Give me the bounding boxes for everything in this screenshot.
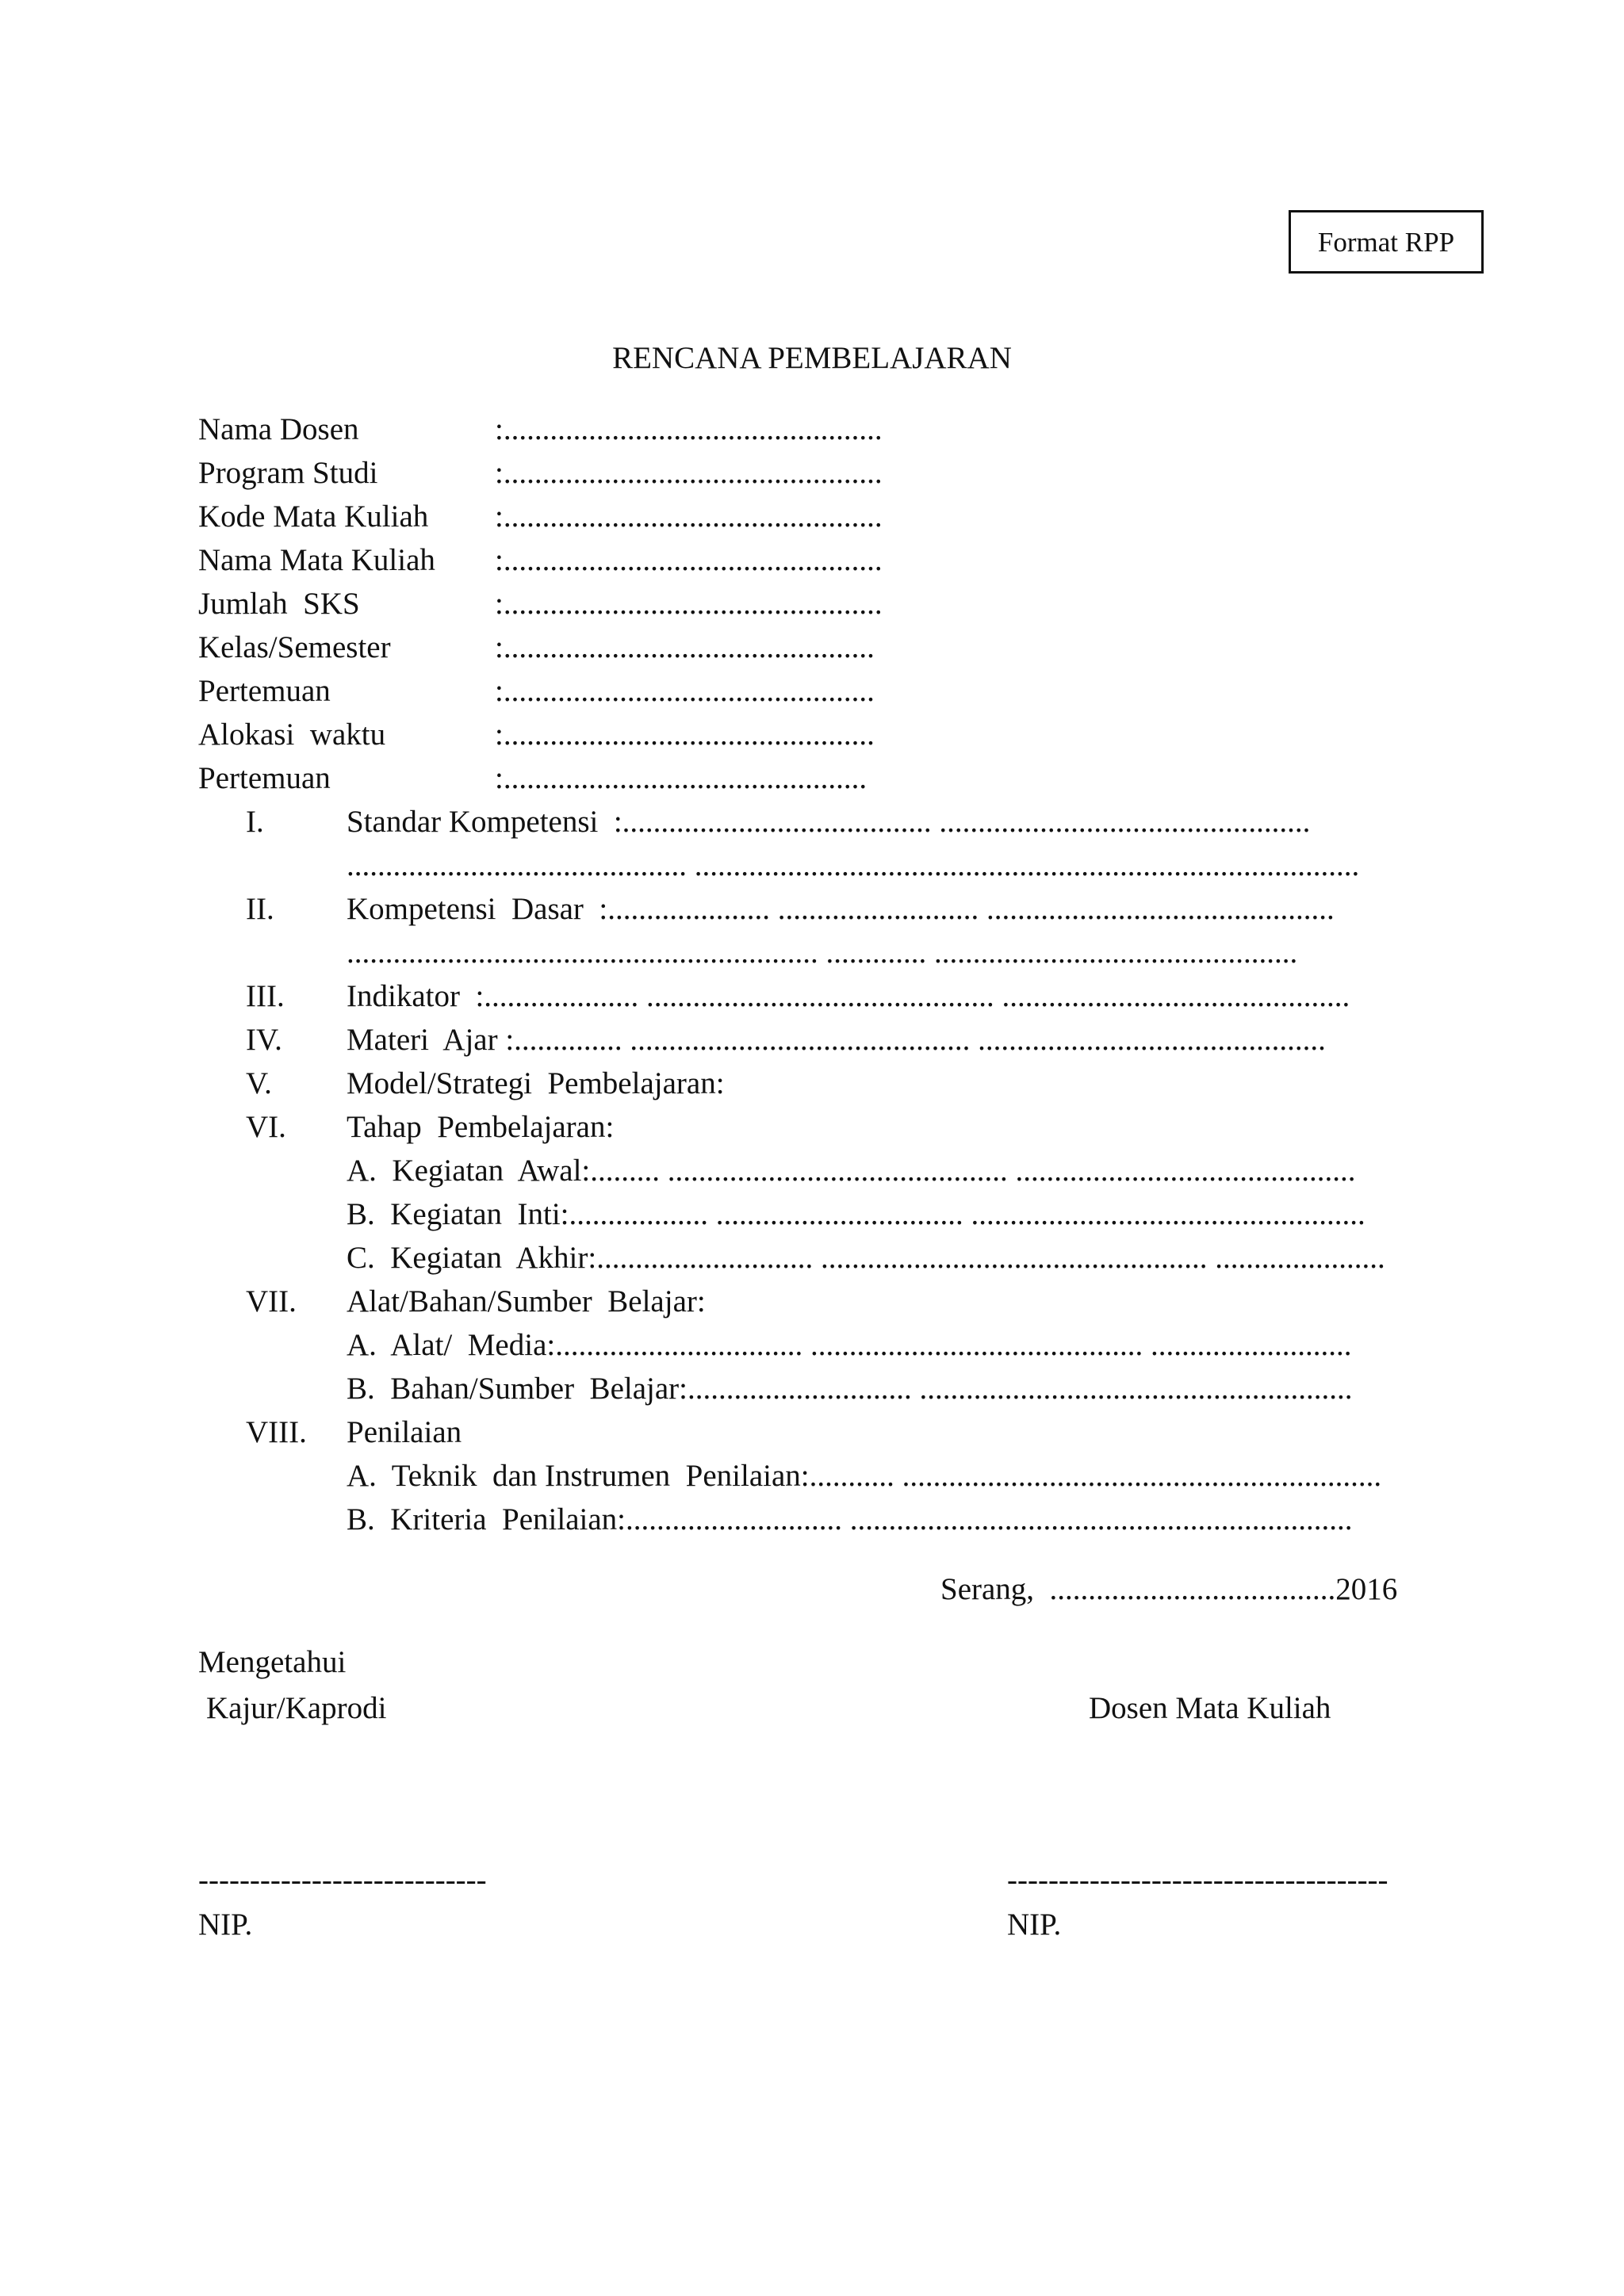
section-number: VII. <box>246 1284 297 1318</box>
section-sub-item: A. Teknik dan Instrumen Penilaian:........... .............................................................. <box>347 1459 1382 1493</box>
section-sub-item: B. Bahan/Sumber Belajar:............................. ........................................................ <box>347 1372 1353 1406</box>
identity-value: :............................................... <box>495 761 868 795</box>
section-text: Alat/Bahan/Sumber Belajar: <box>347 1284 706 1318</box>
section-number: III. <box>246 979 285 1013</box>
identity-label: Nama Mata Kuliah <box>198 543 435 577</box>
right-signature-line: ------------------------------------- <box>1007 1863 1388 1897</box>
left-signature-line: ---------------------------- <box>198 1863 487 1897</box>
section-text: Tahap Pembelajaran: <box>347 1110 615 1144</box>
section-number: IV. <box>246 1023 282 1057</box>
section-continuation: ............................................ ...................................................................................... <box>347 848 1360 882</box>
document-title: RENCANA PEMBELAJARAN <box>612 341 1012 375</box>
identity-label: Pertemuan <box>198 674 331 708</box>
format-rpp-label: Format RPP <box>1317 226 1455 258</box>
right-nip: NIP. <box>1007 1908 1062 1942</box>
section-sub-item: B. Kriteria Penilaian:............................ ................................................................. <box>347 1502 1353 1536</box>
section-sub-item: B. Kegiatan Inti:.................. ................................ ................................................... <box>347 1197 1365 1231</box>
identity-value: :................................................ <box>495 630 875 664</box>
format-rpp-box <box>1289 210 1484 274</box>
section-sub-item: A. Alat/ Media:................................ ........................................... .......................... <box>347 1328 1352 1362</box>
section-text: Standar Kompetensi :........................................ ................................................ <box>347 805 1311 839</box>
section-number: II. <box>246 892 274 926</box>
identity-value: :................................................. <box>495 412 883 446</box>
identity-label: Program Studi <box>198 456 378 490</box>
section-number: V. <box>246 1066 272 1100</box>
identity-label: Alokasi waktu <box>198 718 386 752</box>
identity-label: Jumlah SKS <box>198 587 360 621</box>
identity-value: :................................................. <box>495 499 883 534</box>
identity-value: :................................................ <box>495 718 875 752</box>
section-sub-item: A. Kegiatan Awal:......... ............................................ ............................................ <box>347 1154 1356 1188</box>
identity-value: :................................................. <box>495 543 883 577</box>
section-text: Kompetensi Dasar :..................... .......................... ............................................. <box>347 892 1335 926</box>
section-text: Indikator :.................... ............................................. ............................................. <box>347 979 1350 1013</box>
left-nip: NIP. <box>198 1908 253 1942</box>
place-date: Serang, .....................................2016 <box>940 1572 1398 1606</box>
identity-value: :................................................. <box>495 587 883 621</box>
section-text: Model/Strategi Pembelajaran: <box>347 1066 725 1100</box>
left-role: Kajur/Kaprodi <box>206 1691 387 1725</box>
section-number: VIII. <box>246 1415 307 1449</box>
section-sub-item: C. Kegiatan Akhir:............................ .................................................. ...................... <box>347 1241 1385 1275</box>
section-text: Materi Ajar :.............. ............................................ ............................................. <box>347 1023 1326 1057</box>
identity-label: Kelas/Semester <box>198 630 391 664</box>
section-number: VI. <box>246 1110 286 1144</box>
section-continuation: ............................................................. ............. ............................................... <box>347 936 1298 970</box>
identity-label: Nama Dosen <box>198 412 359 446</box>
right-role: Dosen Mata Kuliah <box>1089 1691 1331 1725</box>
acknowledge-label: Mengetahui <box>198 1645 347 1679</box>
section-text: Penilaian <box>347 1415 462 1449</box>
identity-label: Kode Mata Kuliah <box>198 499 429 534</box>
identity-label: Pertemuan <box>198 761 331 795</box>
identity-value: :................................................. <box>495 456 883 490</box>
section-number: I. <box>246 805 264 839</box>
identity-value: :................................................ <box>495 674 875 708</box>
